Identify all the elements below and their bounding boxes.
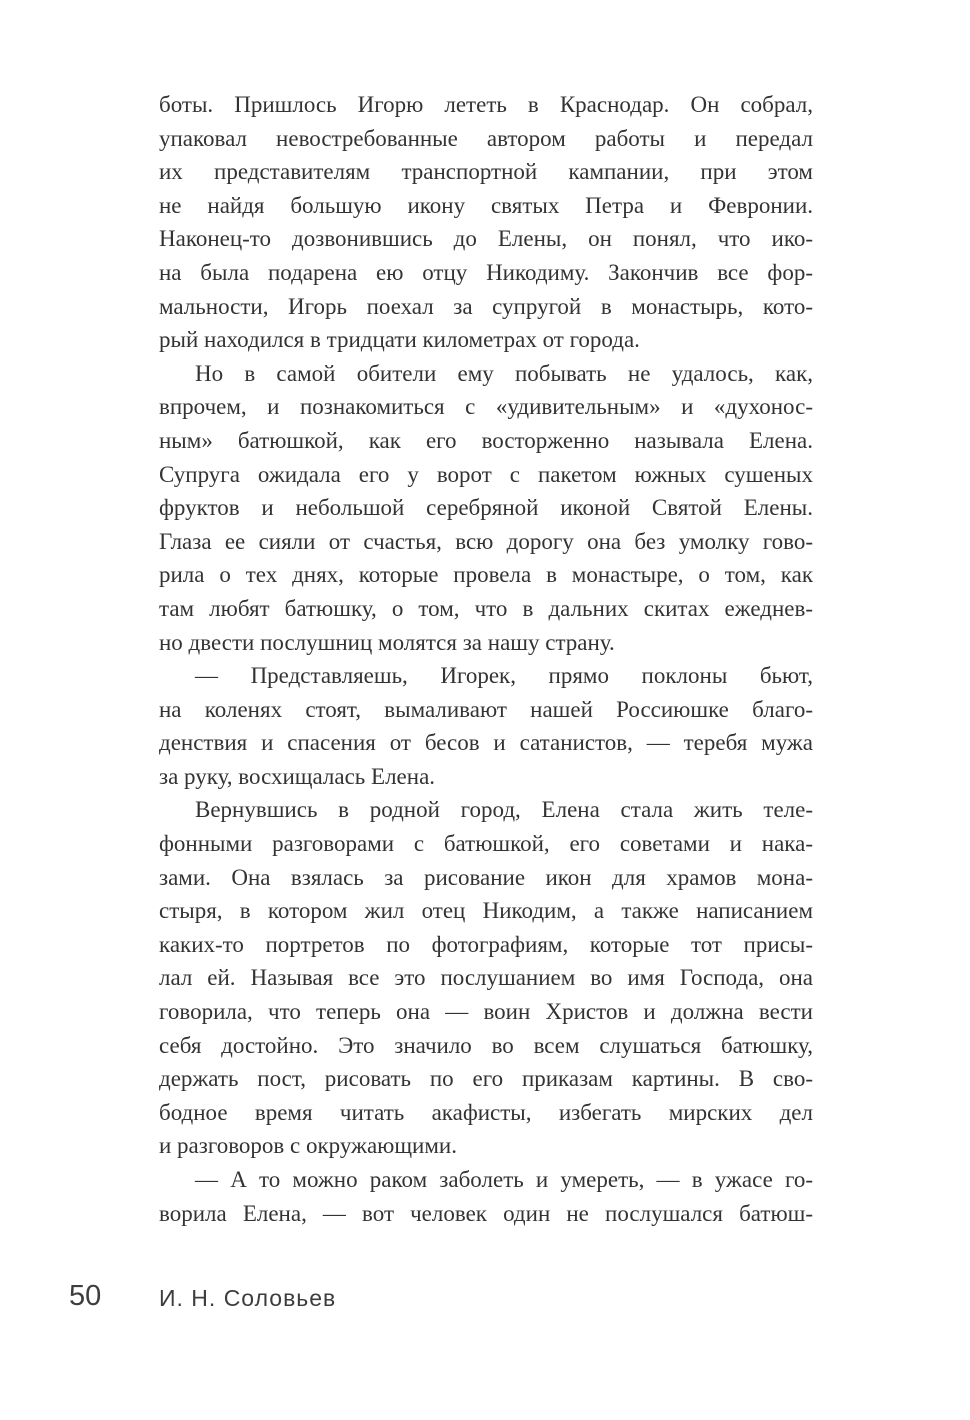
page-number: 50 [69,1280,102,1312]
text-line: — А то можно раком заболеть и умереть, — в ужасе го- [195,1167,813,1192]
text-line: впрочем, и познакомиться с «удивительным» и «духонос- [159,394,813,420]
text-line: но двести послушниц молятся за нашу страну. [159,629,615,655]
text-line: Но в самой обители ему побывать не удалось, как, [195,360,813,386]
text-line: зами. Она взялась за рисование икон для храмов мона- [159,864,813,890]
paragraph [159,88,813,357]
text-line: рила о тех днях, которые провела в монастыре, о том, как [159,562,813,588]
text-line: их представителям транспортной кампании, при этом [159,159,813,185]
text-line: фонными разговорами с батюшкой, его советами и нака- [159,831,813,857]
paragraph [159,357,813,659]
text-line: лал ей. Называя все это послушанием во имя Господа, она [159,965,813,991]
paragraph [159,1163,813,1230]
text-line: Наконец-то дозвонившись до Елены, он понял, что ико- [159,226,813,252]
text-line: на коленях стоят, вымаливают нашей Россиюшке благо- [159,696,813,722]
text-line: и разговоров с окружающими. [159,1133,457,1159]
text-line: рый находился в тридцати километрах от города. [159,327,640,353]
text-line: стыря, в котором жил отец Никодим, а также написанием [159,898,813,924]
paragraph [159,659,813,793]
text-line: ным» батюшкой, как его восторженно называла Елена. [159,427,813,453]
text-line: на была подарена ею отцу Никодиму. Закончив все фор- [159,259,813,285]
text-line: себя достойно. Это значило во всем слушаться батюшку, [159,1032,813,1058]
text-line: за руку, восхищалась Елена. [159,763,436,789]
paragraph [159,793,813,1163]
text-line: держать пост, рисовать по его приказам картины. В сво- [159,1066,813,1092]
text-line: бодное время читать акафисты, избегать мирских дел [159,1099,813,1125]
text-line: фруктов и небольшой серебряной иконой Святой Елены. [159,495,813,521]
text-line: мальности, Игорь поехал за супругой в монастырь, кото- [159,293,813,319]
text-line: упаковал невостребованные автором работы и передал [159,125,813,151]
text-line: ворила Елена, — вот человек один не послушался батюш- [159,1200,813,1226]
text-line: боты. Пришлось Игорю лететь в Краснодар. Он собрал, [159,92,813,117]
text-line: там любят батюшку, о том, что в дальних скитах ежеднев- [159,595,813,621]
running-author: И. Н. Соловьев [159,1285,337,1311]
text-line: денствия и спасения от бесов и сатанистов, — теребя мужа [159,730,813,756]
text-line: говорила, что теперь она — воин Христов и должна вести [159,999,813,1025]
text-block [159,88,813,1230]
text-line: Супруга ожидала его у ворот с пакетом южных сушеных [159,461,813,487]
text-line: Вернувшись в родной город, Елена стала жить теле- [195,797,813,823]
text-line: не найдя большую икону святых Петра и Февронии. [159,192,813,218]
text-line: каких-то портретов по фотографиям, которые тот присы- [159,931,813,957]
text-line: — Представляешь, Игорек, прямо поклоны бьют, [195,663,813,689]
text-line: Глаза ее сияли от счастья, всю дорогу она без умолку гово- [159,528,813,554]
